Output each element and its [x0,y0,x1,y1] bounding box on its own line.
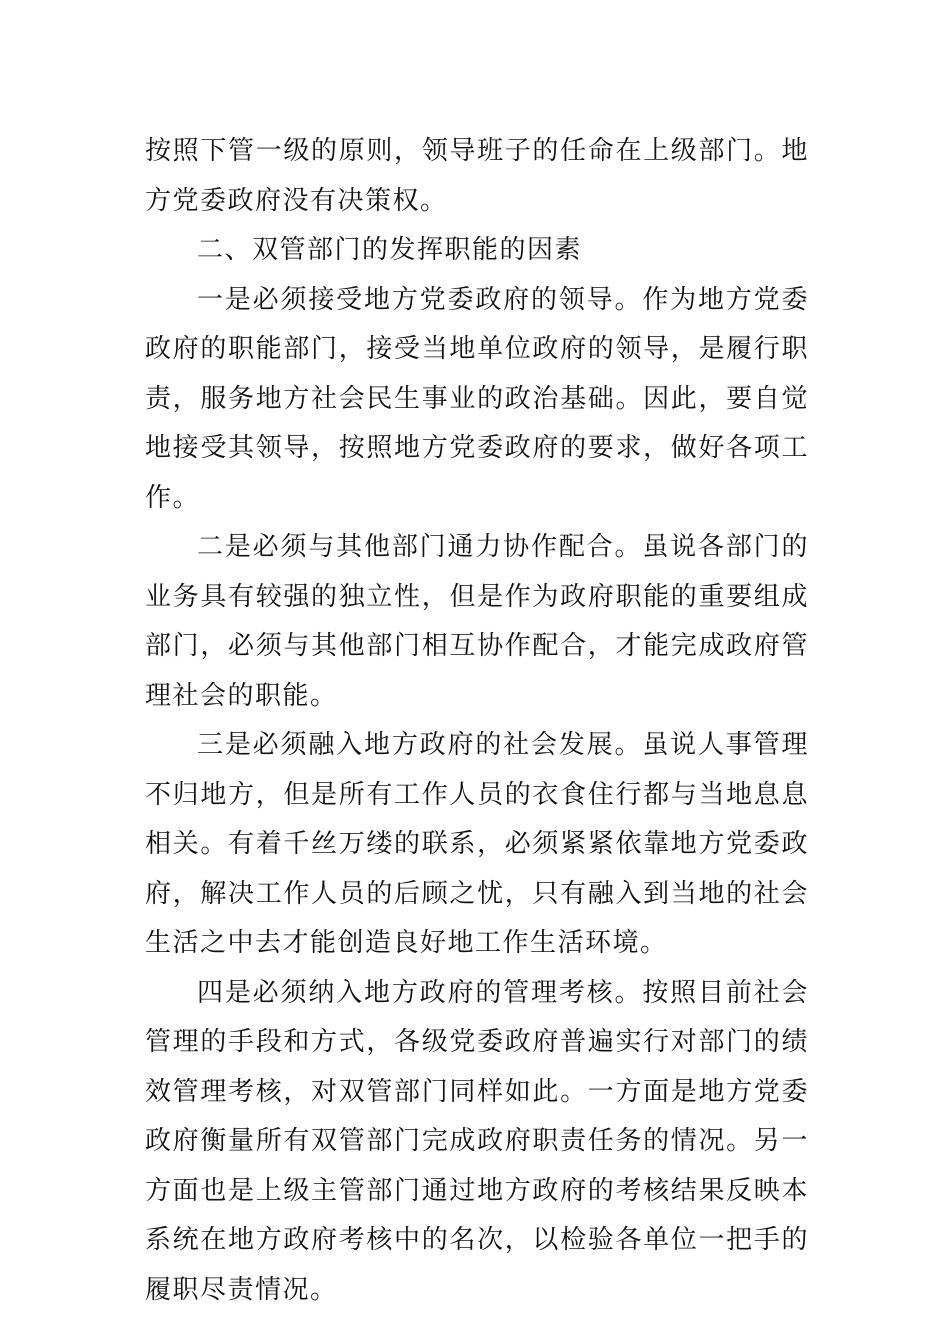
paragraph-continuation: 按照下管一级的原则，领导班子的任命在上级部门。地方党委政府没有决策权。 [145,136,809,216]
paragraph-point-one: 一是必须接受地方党委政府的领导。作为地方党委政府的职能部门，接受当地单位政府的领导，是履行职责，服务地方社会民生事业的政治基础。因此，要自觉地接受其领导，按照地方党委政府的要求，做好各项工作。 [145,284,809,513]
paragraph-point-two: 二是必须与其他部门通力协作配合。虽说各部门的业务具有较强的独立性，但是作为政府职能的重要组成部门，必须与其他部门相互协作配合，才能完成政府管理社会的职能。 [145,532,809,711]
paragraph-point-three: 三是必须融入地方政府的社会发展。虽说人事管理不归地方，但是所有工作人员的衣食住行都与当地息息相关。有着千丝万缕的联系，必须紧紧依靠地方党委政府，解决工作人员的后顾之忧，只有融入到当地的社会生活之中去才能创造良好地工作生活环境。 [145,730,809,958]
paragraph-point-four: 四是必须纳入地方政府的管理考核。按照目前社会管理的手段和方式，各级党委政府普遍实行对部门的绩效管理考核，对双管部门同样如此。一方面是地方党委政府衡量所有双管部门完成政府职责任务的情况。另一方面也是上级主管部门通过地方政府的考核结果反映本系统在地方政府考核中的名次，以检验各单位一把手的履职尽责情况。 [145,977,809,1305]
document-page [145,127,809,1315]
section-heading: 二、双管部门的发挥职能的因素 [197,235,583,265]
